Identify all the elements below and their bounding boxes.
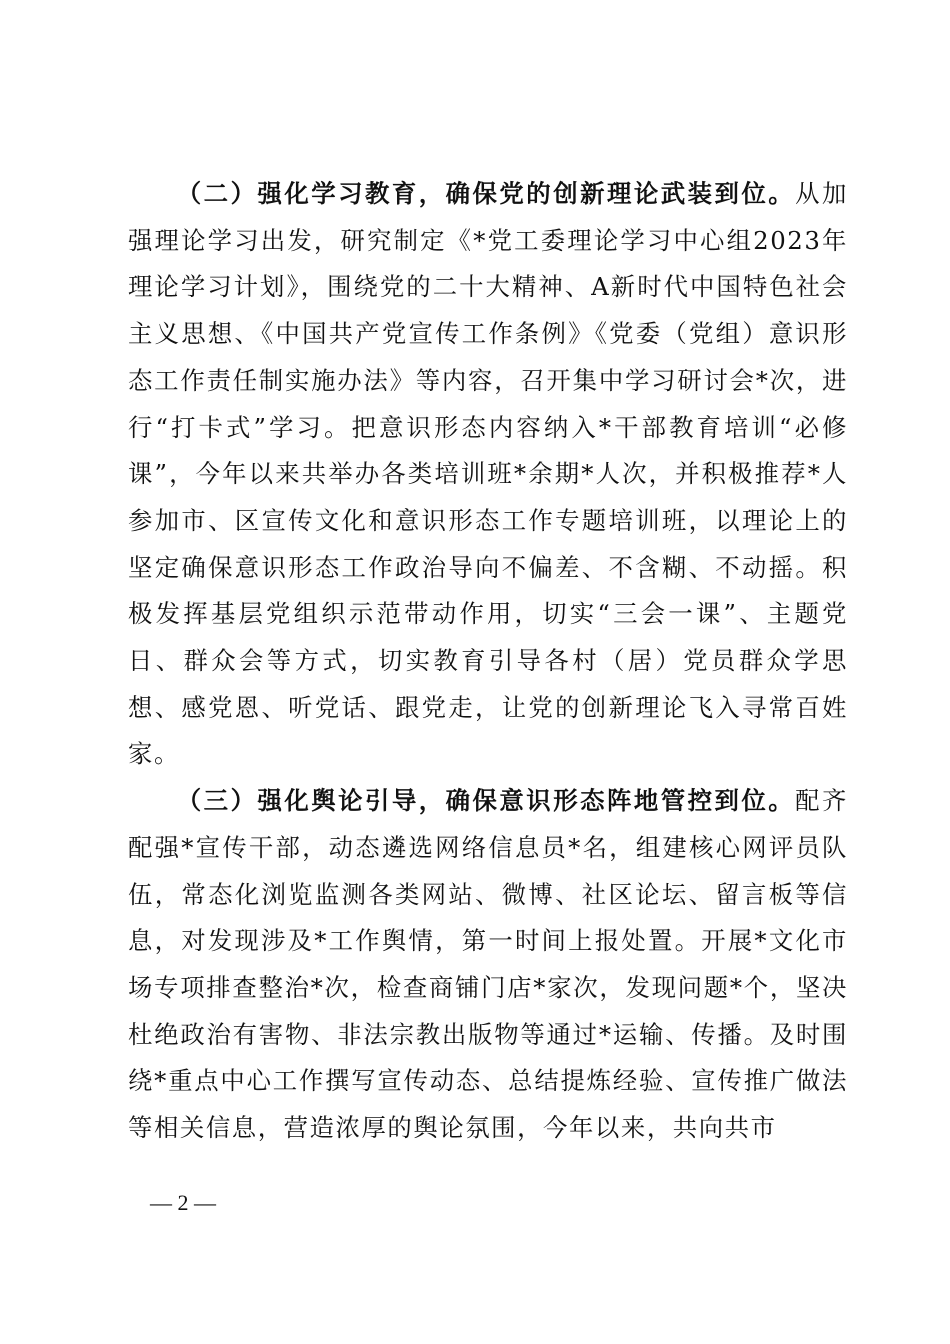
- paragraph-heading: （二）强化学习教育，确保党的创新理论武装到位。: [176, 179, 796, 208]
- paragraph-body: 从加强理论学习出发，研究制定《*党工委理论学习中心组2023年理论学习计划》，围绕党的二十大精神、A新时代中国特色社会主义思想、《中国共产党宣传工作条例》《党委（党组）意识形态工作责任制实施办法》等内容，召开集中学习研讨会*次，进行“打卡式”学习。把意识形态内容纳入*干部教育培训“必修课”，今年以来共举办各类培训班*余期*人次，并积极推荐*人参加市、区宣传文化和意识形态工作专题培训班，以理论上的坚定确保意识形态工作政治导向不偏差、不含糊、不动摇。积极发挥基层党组织示范带动作用，切实“三会一课”、主题党日、群众会等方式，切实教育引导各村（居）党员群众学思想、感党恩、听党话、跟党走，让党的创新理论飞入寻常百姓家。: [128, 179, 848, 769]
- paragraph-body: 配齐配强*宣传干部，动态遴选网络信息员*名，组建核心网评员队伍，常态化浏览监测各类网站、微博、社区论坛、留言板等信息，对发现涉及*工作舆情，第一时间上报处置。开展*文化市场专项排查整治*次，检查商铺门店*家次，发现问题*个，坚决杜绝政治有害物、非法宗教出版物等通过*运输、传播。及时围绕*重点中心工作撰写宣传动态、总结提炼经验、宣传推广做法等相关信息，营造浓厚的舆论氛围，今年以来，共向共市: [128, 786, 848, 1143]
- paragraph-study-education: [128, 171, 848, 778]
- paragraph-public-opinion: [128, 778, 848, 1152]
- paragraph-heading: （三）强化舆论引导，确保意识形态阵地管控到位。: [176, 786, 796, 816]
- page-number: — 2 —: [150, 1190, 216, 1215]
- document-body: [128, 171, 848, 1152]
